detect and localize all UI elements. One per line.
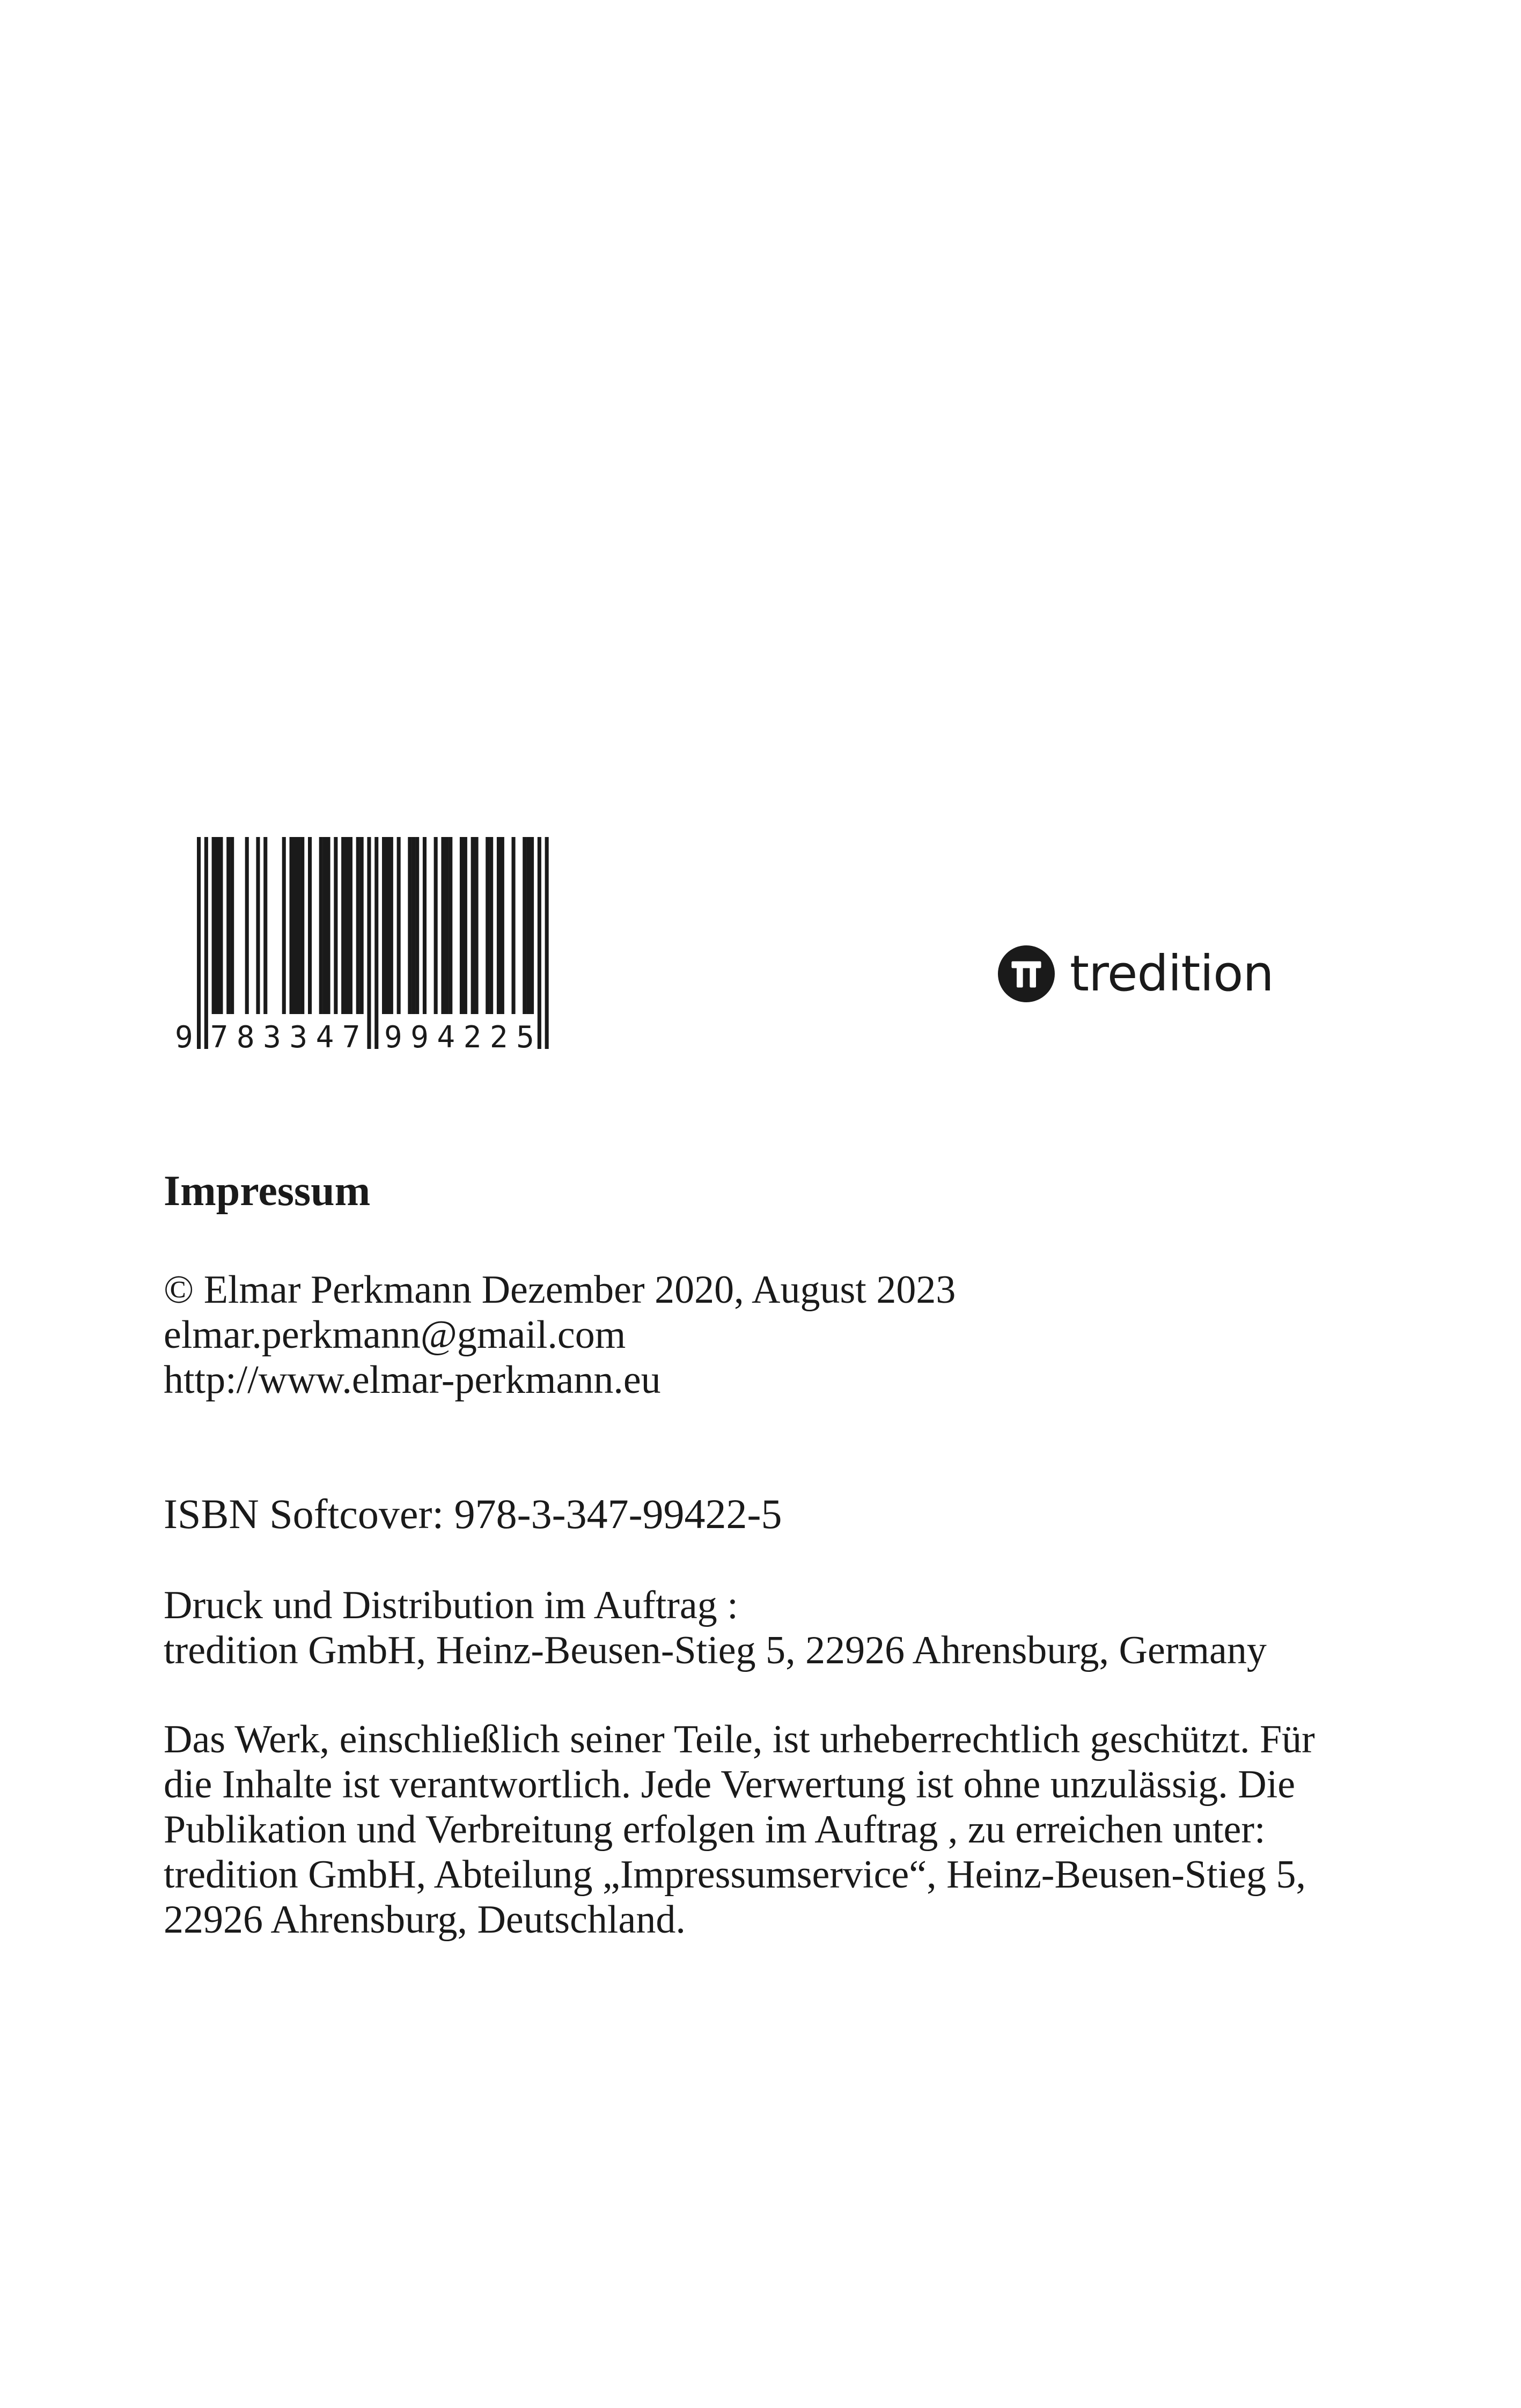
copyright-line: © Elmar Perkmann Dezember 2020, August 2023 [164,1268,956,1312]
legal-notice [164,1717,1315,1942]
barcode-bar [471,837,475,1014]
isbn-barcode [173,837,559,1052]
barcode-bar [423,837,427,1014]
barcode-digits-left: 783347 [210,1020,361,1052]
author-email: elmar.perkmann@gmail.com [164,1313,626,1357]
author-website: http://www.elmar-perkmann.eu [164,1358,661,1402]
legal-line: Das Werk, einschließlich seiner Teile, ist urheberrechtlich geschützt. Für [164,1717,1315,1761]
isbn-line: ISBN Softcover: 978-3-347-99422-5 [164,1491,782,1537]
barcode-bar [290,837,293,1014]
barcode-bar [319,837,323,1014]
publisher-logo [998,944,1274,1003]
barcode-bar [415,837,419,1014]
legal-line: die Inhalte ist verantwortlich. Jede Verwertung ist ohne unzulässig. Die [164,1763,1296,1807]
barcode-bar [297,837,300,1014]
barcode-bar [441,837,445,1014]
barcode-bar [212,837,216,1014]
barcode-bar [349,837,352,1014]
impressum-title: Impressum [164,1168,371,1215]
barcode-bar [327,837,330,1014]
barcode-bar [475,837,479,1014]
barcode-bar [408,837,412,1014]
barcode-bar [523,837,526,1014]
barcode-bar [445,837,449,1014]
barcode-guard-bar [538,837,541,1049]
barcode-bar [460,837,464,1014]
barcode-bar [486,837,489,1014]
tredition-logo-icon [998,945,1055,1002]
barcode-guard-bar [197,837,201,1049]
barcode-bar [489,837,493,1014]
barcode-bar [323,837,327,1014]
legal-line: tredition GmbH, Abteilung „Impressumservice“, Heinz-Beusen-Stieg 5, [164,1853,1306,1897]
barcode-bar [308,837,312,1014]
barcode-guard-bar [545,837,549,1049]
print-distribution-label: Druck und Distribution im Auftrag : [164,1583,738,1627]
barcode-digits-right: 994225 [384,1020,534,1052]
barcode-bar [230,837,234,1014]
barcode-bar [382,837,386,1014]
barcode-bar [219,837,223,1014]
barcode-bar [263,837,267,1014]
barcode-bar [334,837,337,1014]
barcode-bar [293,837,297,1014]
barcode-bar [530,837,534,1014]
legal-line: 22926 Ahrensburg, Deutschland. [164,1898,686,1942]
barcode-bar [226,837,230,1014]
barcode-bar [464,837,467,1014]
print-distribution-address: tredition GmbH, Heinz-Beusen-Stieg 5, 22926 Ahrensburg, Germany [164,1628,1267,1672]
barcode-digit-lead: 9 [175,1020,193,1052]
barcode-bar [397,837,401,1014]
barcode-bar [386,837,390,1014]
barcode-bar [412,837,415,1014]
barcode-guard-bar [374,837,378,1049]
barcode-bar [512,837,516,1014]
barcode-bar [341,837,345,1014]
barcode-bar [300,837,304,1014]
barcode-bar [501,837,504,1014]
barcode-bar [216,837,219,1014]
barcode-bar [245,837,249,1014]
barcode-bar [434,837,438,1014]
legal-line: Publikation und Verbreitung erfolgen im Auftrag , zu erreichen unter: [164,1808,1266,1852]
publisher-name: tredition [1070,945,1274,1002]
barcode-bar [360,837,364,1014]
barcode-bar [345,837,349,1014]
barcode-guard-bar [367,837,371,1049]
barcode-bar [497,837,501,1014]
barcode-bar [356,837,360,1014]
barcode-bar [390,837,393,1014]
barcode-bar [282,837,286,1014]
barcode-bar [526,837,530,1014]
barcode-bar [449,837,452,1014]
barcode-bar [256,837,260,1014]
barcode-guard-bar [204,837,208,1049]
